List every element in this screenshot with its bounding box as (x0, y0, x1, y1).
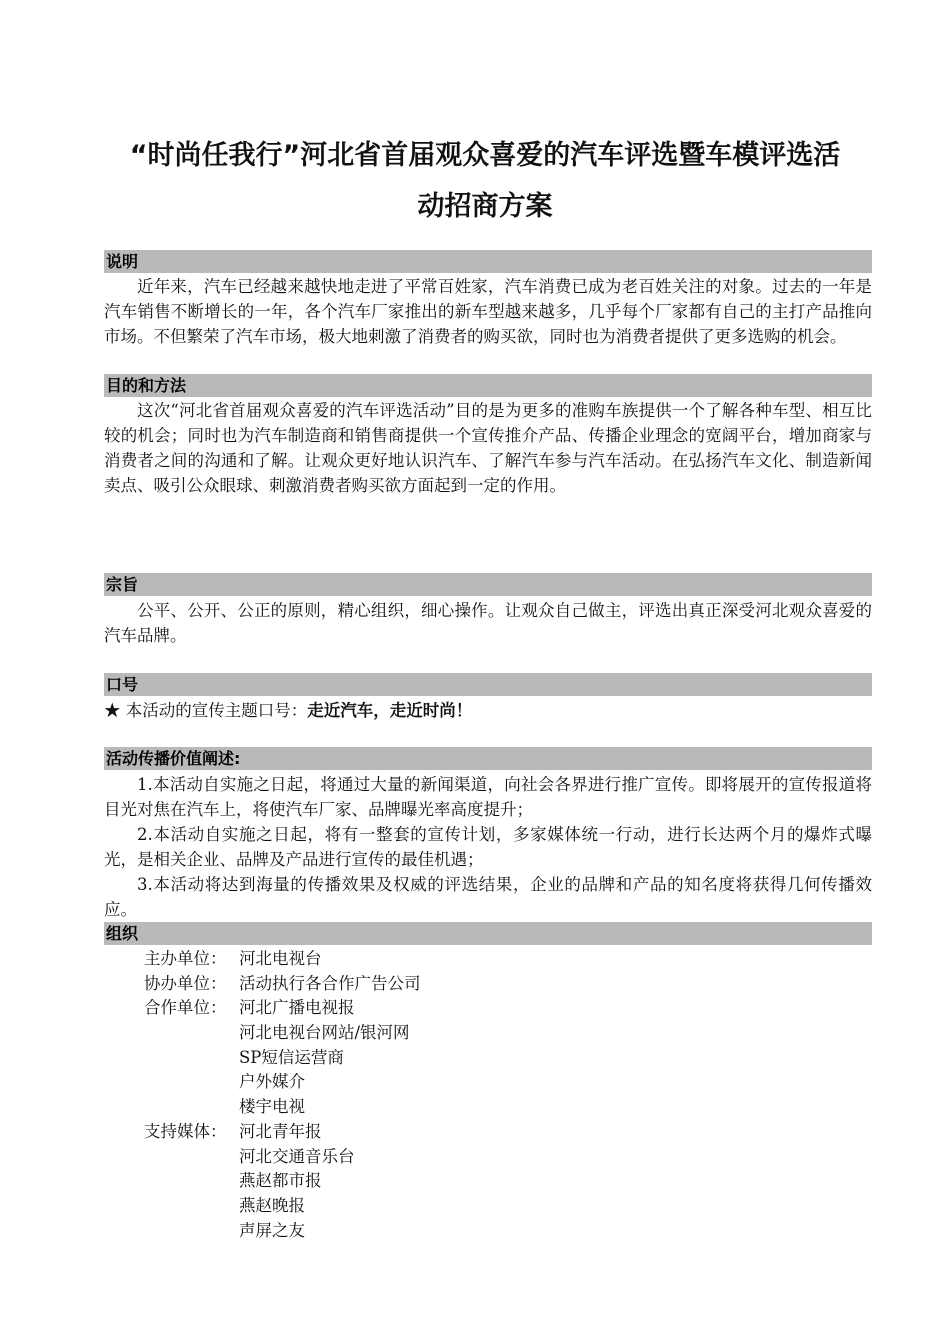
org-value: 活动执行各合作广告公司 (239, 973, 421, 993)
org-value: 声屏之友 (239, 1220, 305, 1240)
value-item-3: 3.本活动将达到海量的传播效果及权威的评选结果，企业的品牌和产品的知名度将获得几何传播效应。 (104, 875, 872, 919)
org-label (144, 1168, 239, 1193)
value-item-2: 2.本活动自实施之日起，将有一整套的宣传计划，多家媒体统一行动，进行长达两个月的爆炸式曝光，是相关企业、品牌及产品进行宣传的最佳机遇； (104, 825, 872, 869)
intro-paragraph: 近年来，汽车已经越来越快地走进了平常百姓家，汽车消费已成为老百姓关注的对象。过去的一年是汽车销售不断增长的一年，各个汽车厂家推出的新车型越来越多，几乎每个厂家都有自己的主打产品推向市场。不但繁荣了汽车市场，极大地刺激了消费者的购买欲，同时也为消费者提供了更多选购的机会。 (104, 277, 872, 346)
org-row (144, 1119, 844, 1144)
org-label (144, 1193, 239, 1218)
org-value: 河北电视台 (239, 949, 322, 968)
document-title-line-1: “时尚任我行”河北省首届观众喜爱的汽车评选暨车模评选活 (129, 140, 841, 171)
org-row (144, 1218, 844, 1243)
section-heading-intro: 说明 (104, 250, 872, 273)
org-label (144, 1094, 239, 1119)
organization-list (144, 946, 844, 1242)
org-row (144, 1094, 844, 1119)
org-value: 户外媒介 (239, 1072, 305, 1092)
org-row (144, 1193, 844, 1218)
value-item-1: 1.本活动自实施之日起，将通过大量的新闻渠道，向社会各界进行推广宣传。即将展开的宣传报道将目光对焦在汽车上，将使汽车厂家、品牌曝光率高度提升； (104, 775, 872, 819)
org-label (144, 1144, 239, 1169)
slogan-line (104, 698, 872, 723)
section-heading-value: 活动传播价值阐述: (104, 747, 872, 770)
org-value: SP短信运营商 (239, 1047, 344, 1067)
org-row (144, 1020, 844, 1045)
org-row (144, 1168, 844, 1193)
org-label: 合作单位： (144, 998, 227, 1018)
org-value: 楼宇电视 (239, 1097, 305, 1117)
org-value: 河北广播电视报 (239, 998, 355, 1018)
section-heading-tenet: 宗旨 (104, 573, 872, 596)
org-row (144, 995, 844, 1020)
org-row (144, 1144, 844, 1169)
section-heading-purpose: 目的和方法 (104, 374, 872, 397)
org-label (144, 1045, 239, 1070)
org-value: 河北电视台网站/银河网 (239, 1023, 410, 1043)
purpose-paragraph: 这次“河北省首届观众喜爱的汽车评选活动”目的是为更多的准购车族提供一个了解各种车型、相互比较的机会；同时也为汽车制造商和销售商提供一个宣传推介产品、传播企业理念的宽阔平台，增加商家与消费者之间的沟通和了解。让观众更好地认识汽车、了解汽车参与汽车活动。在弘扬汽车文化、制造新闻卖点、吸引公众眼球、刺激消费者购买欲方面起到一定的作用。 (104, 401, 872, 495)
org-row (144, 946, 844, 971)
org-label (144, 1218, 239, 1243)
org-value: 河北青年报 (239, 1121, 322, 1141)
slogan-prefix: ★ 本活动的宣传主题口号： (104, 701, 308, 720)
org-value: 燕赵都市报 (239, 1171, 322, 1191)
org-value: 燕赵晚报 (239, 1195, 305, 1215)
document-title-line-2: 动招商方案 (417, 191, 553, 222)
slogan-text: 走近汽车，走近时尚！ (307, 701, 473, 720)
org-row (144, 971, 844, 996)
org-label (144, 1069, 239, 1094)
org-label: 主办单位： (144, 949, 227, 968)
org-label: 支持媒体： (144, 1121, 227, 1141)
org-label: 协办单位： (144, 973, 227, 993)
org-row (144, 1069, 844, 1094)
org-row (144, 1045, 844, 1070)
org-value: 河北交通音乐台 (239, 1146, 355, 1166)
tenet-paragraph: 公平、公开、公正的原则，精心组织，细心操作。让观众自己做主，评选出真正深受河北观众喜爱的汽车品牌。 (104, 601, 872, 645)
org-label (144, 1020, 239, 1045)
section-heading-organization: 组织 (104, 922, 872, 945)
section-heading-slogan: 口号 (104, 673, 872, 696)
